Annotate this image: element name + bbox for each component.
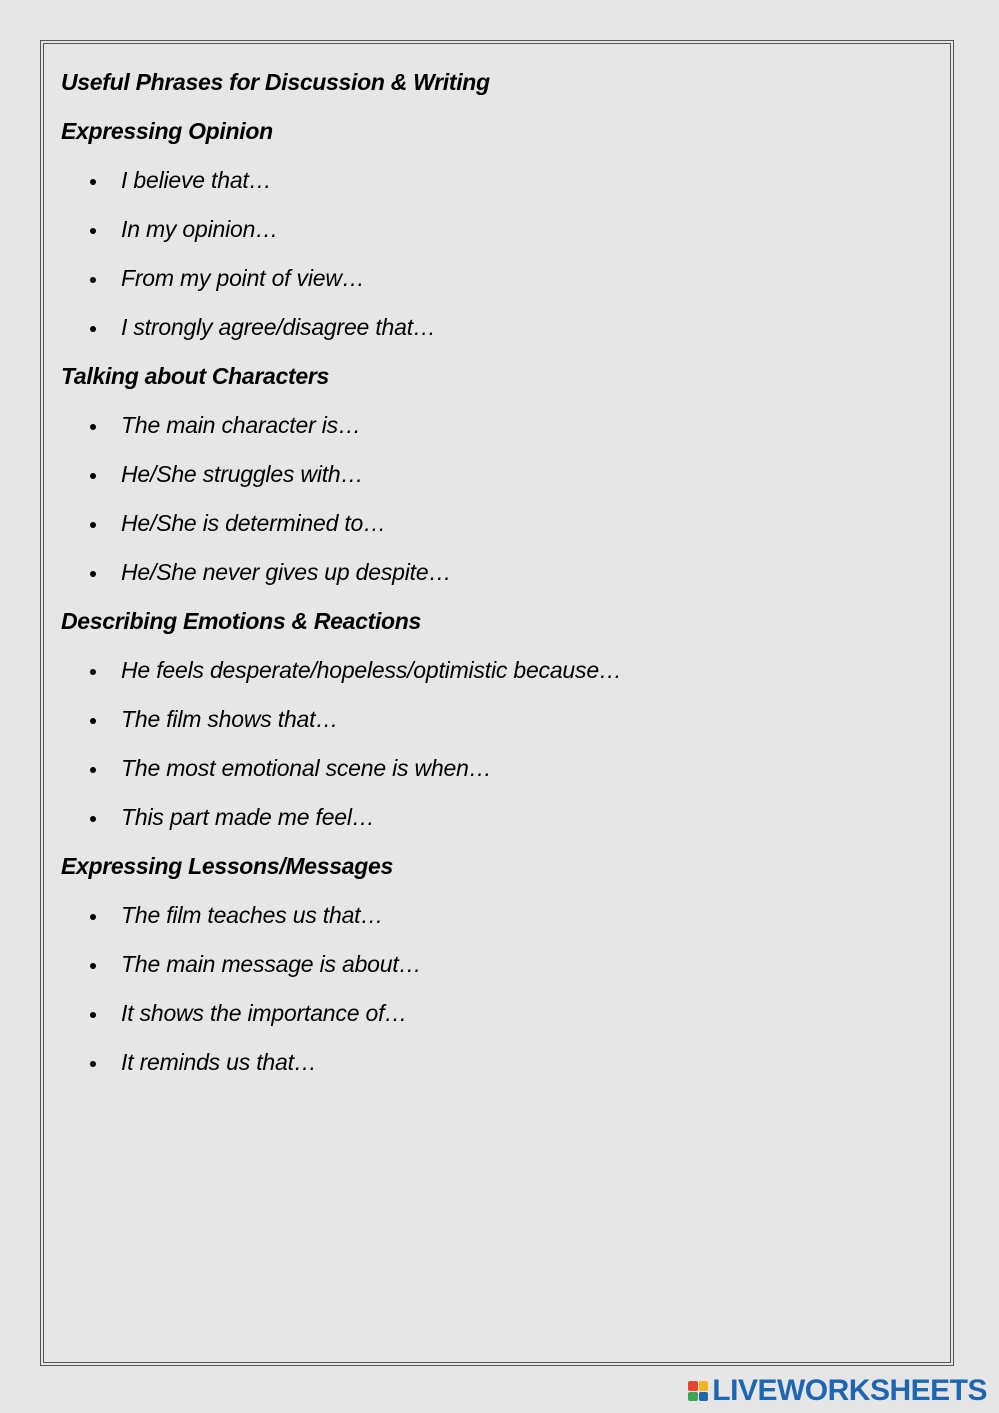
list-item: [61, 499, 941, 548]
bullet-icon: [90, 718, 96, 724]
phrase-text: I strongly agree/disagree that…: [121, 314, 436, 340]
list-item: [61, 646, 941, 695]
bullet-icon: [90, 1061, 96, 1067]
phrase-text: It shows the importance of…: [121, 1000, 408, 1026]
phrase-list: [61, 401, 941, 597]
page-title: Useful Phrases for Discussion & Writing: [61, 69, 490, 95]
list-item: [61, 891, 941, 940]
list-item: [61, 156, 941, 205]
bullet-icon: [90, 277, 96, 283]
section-heading: Describing Emotions & Reactions: [61, 608, 422, 634]
bullet-icon: [90, 522, 96, 528]
phrase-text: The film teaches us that…: [121, 902, 384, 928]
logo-square: [699, 1381, 709, 1391]
liveworksheets-logo-icon: [688, 1381, 708, 1401]
bullet-icon: [90, 326, 96, 332]
phrase-text: He/She is determined to…: [121, 510, 386, 536]
bullet-icon: [90, 963, 96, 969]
phrase-text: The main character is…: [121, 412, 361, 438]
logo-square: [688, 1392, 698, 1402]
section-heading: Expressing Opinion: [61, 118, 273, 144]
phrase-text: The film shows that…: [121, 706, 339, 732]
section-heading: Expressing Lessons/Messages: [61, 853, 393, 879]
bullet-icon: [90, 1012, 96, 1018]
list-item: [61, 793, 941, 842]
list-item: [61, 744, 941, 793]
list-item: [61, 303, 941, 352]
phrase-text: This part made me feel…: [121, 804, 375, 830]
logo-square: [699, 1392, 709, 1402]
list-item: [61, 548, 941, 597]
section-talking-about-characters: [61, 352, 941, 597]
phrase-list: [61, 156, 941, 352]
list-item: [61, 695, 941, 744]
bullet-icon: [90, 228, 96, 234]
bullet-icon: [90, 473, 96, 479]
bullet-icon: [90, 914, 96, 920]
phrase-text: In my opinion…: [121, 216, 278, 242]
section-expressing-opinion: [61, 107, 941, 352]
bullet-icon: [90, 816, 96, 822]
phrase-list: [61, 646, 941, 842]
bullet-icon: [90, 571, 96, 577]
logo-square: [688, 1381, 698, 1391]
section-describing-emotions: [61, 597, 941, 842]
bullet-icon: [90, 179, 96, 185]
phrase-text: It reminds us that…: [121, 1049, 317, 1075]
list-item: [61, 450, 941, 499]
bullet-icon: [90, 767, 96, 773]
phrase-text: The most emotional scene is when…: [121, 755, 492, 781]
bullet-icon: [90, 669, 96, 675]
list-item: [61, 1038, 941, 1087]
list-item: [61, 205, 941, 254]
phrase-text: He/She never gives up despite…: [121, 559, 452, 585]
bullet-icon: [90, 424, 96, 430]
list-item: [61, 940, 941, 989]
phrase-list: [61, 891, 941, 1087]
section-expressing-lessons: [61, 842, 941, 1087]
phrase-text: The main message is about…: [121, 951, 422, 977]
phrase-text: He/She struggles with…: [121, 461, 364, 487]
brand-name: LIVEWORKSHEETS: [712, 1374, 987, 1407]
phrase-text: I believe that…: [121, 167, 272, 193]
list-item: [61, 989, 941, 1038]
worksheet-content: [61, 58, 941, 1087]
phrase-text: He feels desperate/hopeless/optimistic because…: [121, 657, 622, 683]
list-item: [61, 254, 941, 303]
phrase-text: From my point of view…: [121, 265, 365, 291]
section-heading: Talking about Characters: [61, 363, 330, 389]
list-item: [61, 401, 941, 450]
brand-watermark[interactable]: [688, 1375, 987, 1407]
